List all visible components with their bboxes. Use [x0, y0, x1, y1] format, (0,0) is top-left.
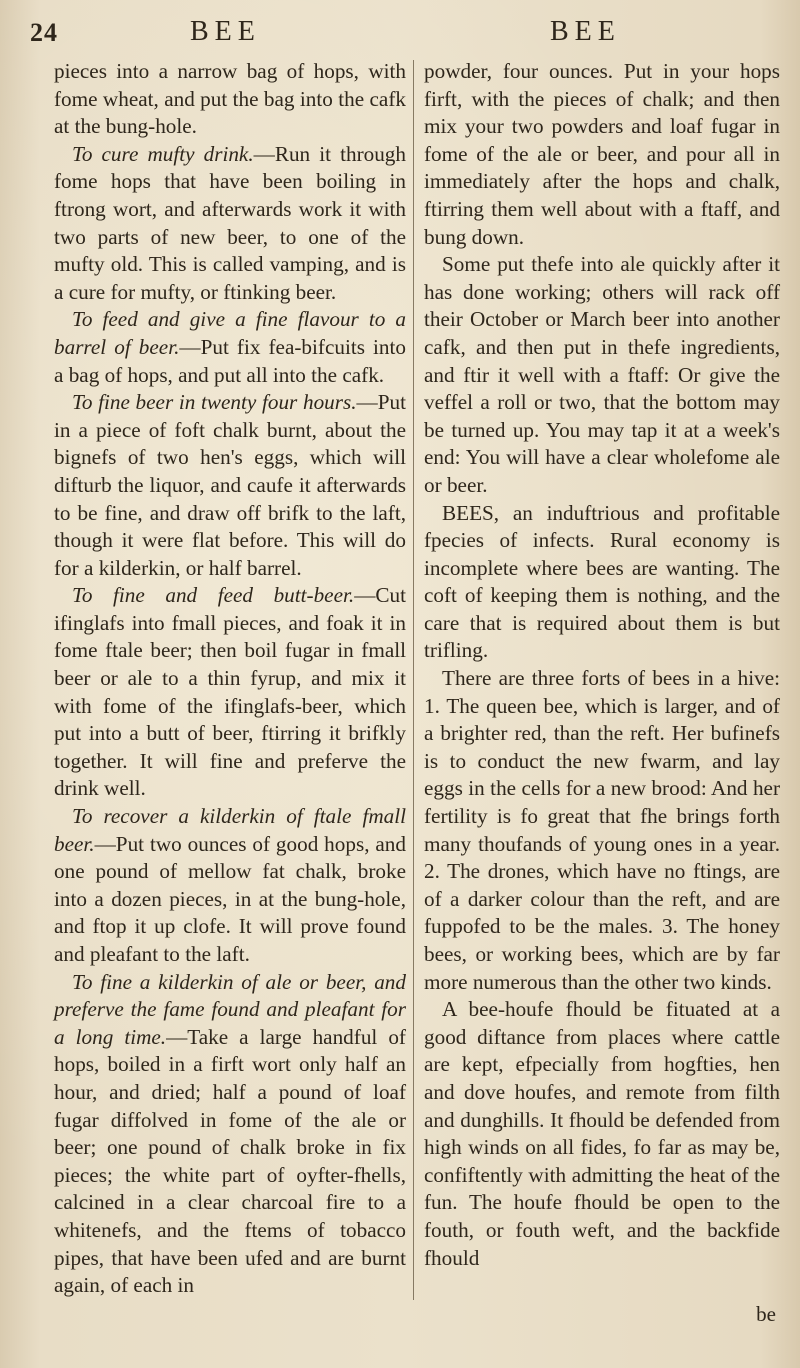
- paragraph: pieces into a narrow bag of hops, with fome wheat, and put the bag into the cafk at the bung-hole.: [54, 59, 406, 139]
- recipe-heading: To feed and give a fine flavour to a barrel of beer.: [54, 307, 406, 359]
- recipe-body: —Put in a piece of foft chalk burnt, about the bignefs of two hen's eggs, which will difturb the liquor, and caufe it afterwards to be fine, and draw off brifk to the laft, though it were flat before. This will do for a kilderkin, or half barrel.: [54, 390, 406, 580]
- recipe-heading: To fine and feed butt-beer.: [72, 583, 355, 608]
- left-column: [54, 58, 406, 1300]
- paragraph: A bee-houfe fhould be fituated at a good diftance from places where cattle are kept, efpecially from hogfties, hen and dove houfes, and remote from filth and dunghills. It fhould be defended from high winds on all fides, fo far as may be, confiftently with admitting the heat of the fun. The houfe fhould be open to the fouth, or fouth weft, and the backfide fhould: [424, 997, 780, 1270]
- paragraph: [54, 141, 406, 307]
- paragraph: BEES, an induftrious and profitable fpecies of infects. Rural economy is incomplete where bees are wanting. The coft of keeping them is nothing, and the care that is required about them is but trifling.: [424, 500, 780, 663]
- recipe-body: —Cut ifinglafs into fmall pieces, and foak it in fome ftale beer; then boil fugar in fmall beer or ale to a thin fyrup, and mix it with fome of the ifinglafs-beer, which put into a butt of beer, ftirring it brifkly together. It will fine and preferve the drink well.: [54, 583, 406, 801]
- paragraph: powder, four ounces. Put in your hops firft, with the pieces of chalk; and then mix your two powders and loaf fugar in fome of the ale or beer, and pour all in immediately after the hops and chalk, ftirring them well about with a ftaff, and bung down.: [424, 59, 780, 249]
- recipe-body: —Take a large handful of hops, boiled in a firft wort only half an hour, and dried; half a pound of loaf fugar diffolved in fome of the ale or beer; one pound of chalk broke in fix pieces; the white part of oyfter-fhells, calcined in a clear charcoal fire to a whitenefs, and the ftems of tobacco pipes, that have been ufed and are burnt again, of each in: [54, 1024, 406, 1298]
- recipe-heading: To recover a kilderkin of ftale fmall beer.: [54, 804, 406, 856]
- left-running-title: BEE: [190, 16, 261, 47]
- recipe-body: —Run it through fome hops that have been boiling in ftrong wort, and afterwards work it with two parts of new beer, to one of the mufty old. This is called vamping, and is a cure for mufty, or ftinking beer.: [54, 141, 406, 304]
- right-running-title: BEE: [550, 16, 621, 47]
- paragraph: [54, 582, 406, 803]
- page-number: 24: [30, 18, 58, 47]
- recipe-body: —Put fix fea-bifcuits into a bag of hops, and put all into the cafk.: [54, 334, 406, 387]
- paragraph: [54, 969, 406, 1300]
- recipe-heading: To fine beer in twenty four hours.: [72, 390, 357, 415]
- recipe-body: —Put two ounces of good hops, and one pound of mellow fat chalk, broke into a dozen pieces, in at the bung-hole, and ftop it up clofe. It will prove found and pleafant to the laft.: [54, 831, 406, 966]
- paragraph: [54, 306, 406, 389]
- column-divider: [413, 60, 414, 1300]
- recipe-heading: To cure mufty drink.: [72, 141, 254, 166]
- recipe-heading: To fine a kilderkin of ale or beer, and preferve the fame found and pleafant for a long time.: [54, 969, 406, 1049]
- paragraph: There are three forts of bees in a hive: 1. The queen bee, which is larger, and of a brighter red, than the reft. Her bufinefs is to conduct the new fwarm, and lay eggs in the cells for a new brood: And her fertility is fo great that fhe brings forth many thoufands of young ones in a year. 2. The drones, which have no ftings, are of a darker colour than the reft, and are fuppofed to be the males. 3. The honey bees, or working bees, which are by far more numerous than the other two kinds.: [424, 666, 780, 994]
- right-column: [424, 58, 780, 1272]
- catchword: be: [756, 1302, 776, 1326]
- running-header: [30, 12, 780, 62]
- paragraph: [54, 803, 406, 969]
- paragraph: [54, 389, 406, 582]
- paragraph: Some put thefe into ale quickly after it has done working; others will rack off their October or March beer into another cafk, and then put in thefe ingredients, and ftir it well with a ftaff: Or give the veffel a roll or two, that the bottom may be turned up. You may tap it at a week's end: You will have a clear wholefome ale or beer.: [424, 252, 780, 497]
